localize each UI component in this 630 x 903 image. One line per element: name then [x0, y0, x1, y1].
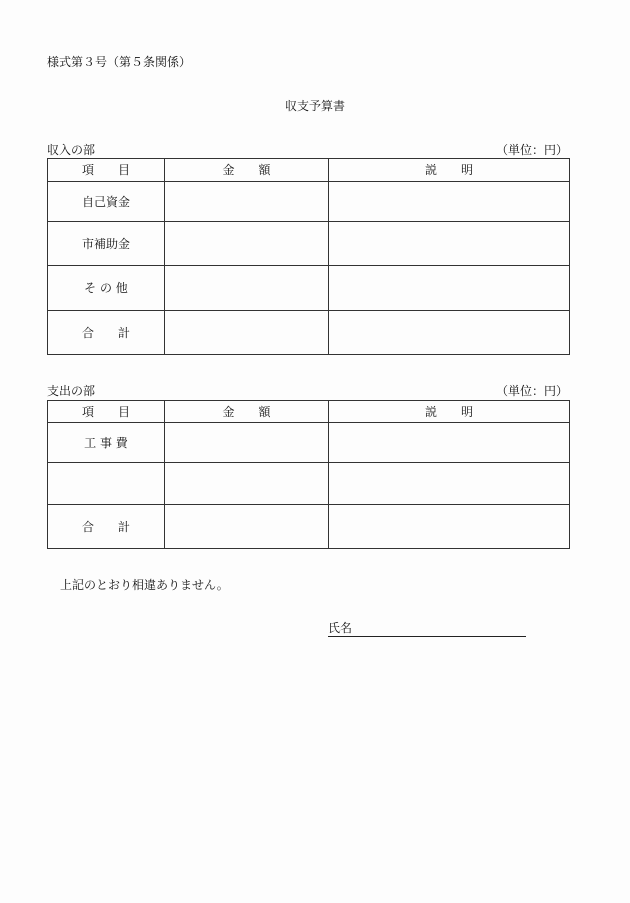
income-row — [48, 182, 570, 222]
income-total-label: 合 計 — [48, 311, 165, 355]
expense-header-note: 説 明 — [329, 401, 570, 423]
expense-amount-cell — [165, 463, 329, 505]
expense-total-amount-cell — [165, 505, 329, 549]
income-note-cell — [329, 182, 570, 222]
income-note-cell — [329, 266, 570, 311]
income-row — [48, 222, 570, 266]
expense-note-cell — [329, 463, 570, 505]
expense-total-note-cell — [329, 505, 570, 549]
expense-note-cell — [329, 423, 570, 463]
expense-amount-cell — [165, 423, 329, 463]
income-note-cell — [329, 222, 570, 266]
document-title: 収支予算書 — [284, 99, 345, 113]
declaration-text: 上記のとおり相違ありません。 — [60, 578, 229, 592]
expense-header-row — [48, 401, 570, 423]
expense-total-label: 合 計 — [48, 505, 165, 549]
income-amount-cell — [165, 266, 329, 311]
income-row — [48, 266, 570, 311]
expense-row — [48, 463, 570, 505]
income-total-amount-cell — [165, 311, 329, 355]
expense-item-cell — [48, 463, 165, 505]
form-number: 様式第３号（第５条関係） — [47, 55, 192, 69]
income-amount-cell — [165, 222, 329, 266]
expense-row — [48, 423, 570, 463]
expense-table — [47, 400, 570, 549]
expense-unit-label: （単位：円） — [495, 384, 568, 398]
expense-total-row — [48, 505, 570, 549]
income-section-label: 収入の部 — [47, 143, 96, 157]
income-total-row — [48, 311, 570, 355]
name-signature-line — [328, 620, 526, 637]
name-label: 氏名 — [328, 621, 353, 635]
income-item-cell: 市補助金 — [48, 222, 165, 266]
income-header-amount: 金 額 — [165, 159, 329, 182]
income-header-note: 説 明 — [329, 159, 570, 182]
income-header-row — [48, 159, 570, 182]
expense-section-label: 支出の部 — [47, 384, 96, 398]
income-amount-cell — [165, 182, 329, 222]
expense-header-amount: 金 額 — [165, 401, 329, 423]
income-total-note-cell — [329, 311, 570, 355]
income-header-item: 項 目 — [48, 159, 165, 182]
expense-header-item: 項 目 — [48, 401, 165, 423]
income-item-cell: 自己資金 — [48, 182, 165, 222]
income-table — [47, 158, 570, 355]
income-item-cell: そ の 他 — [48, 266, 165, 311]
expense-item-cell: 工 事 費 — [48, 423, 165, 463]
income-unit-label: （単位：円） — [495, 143, 568, 157]
